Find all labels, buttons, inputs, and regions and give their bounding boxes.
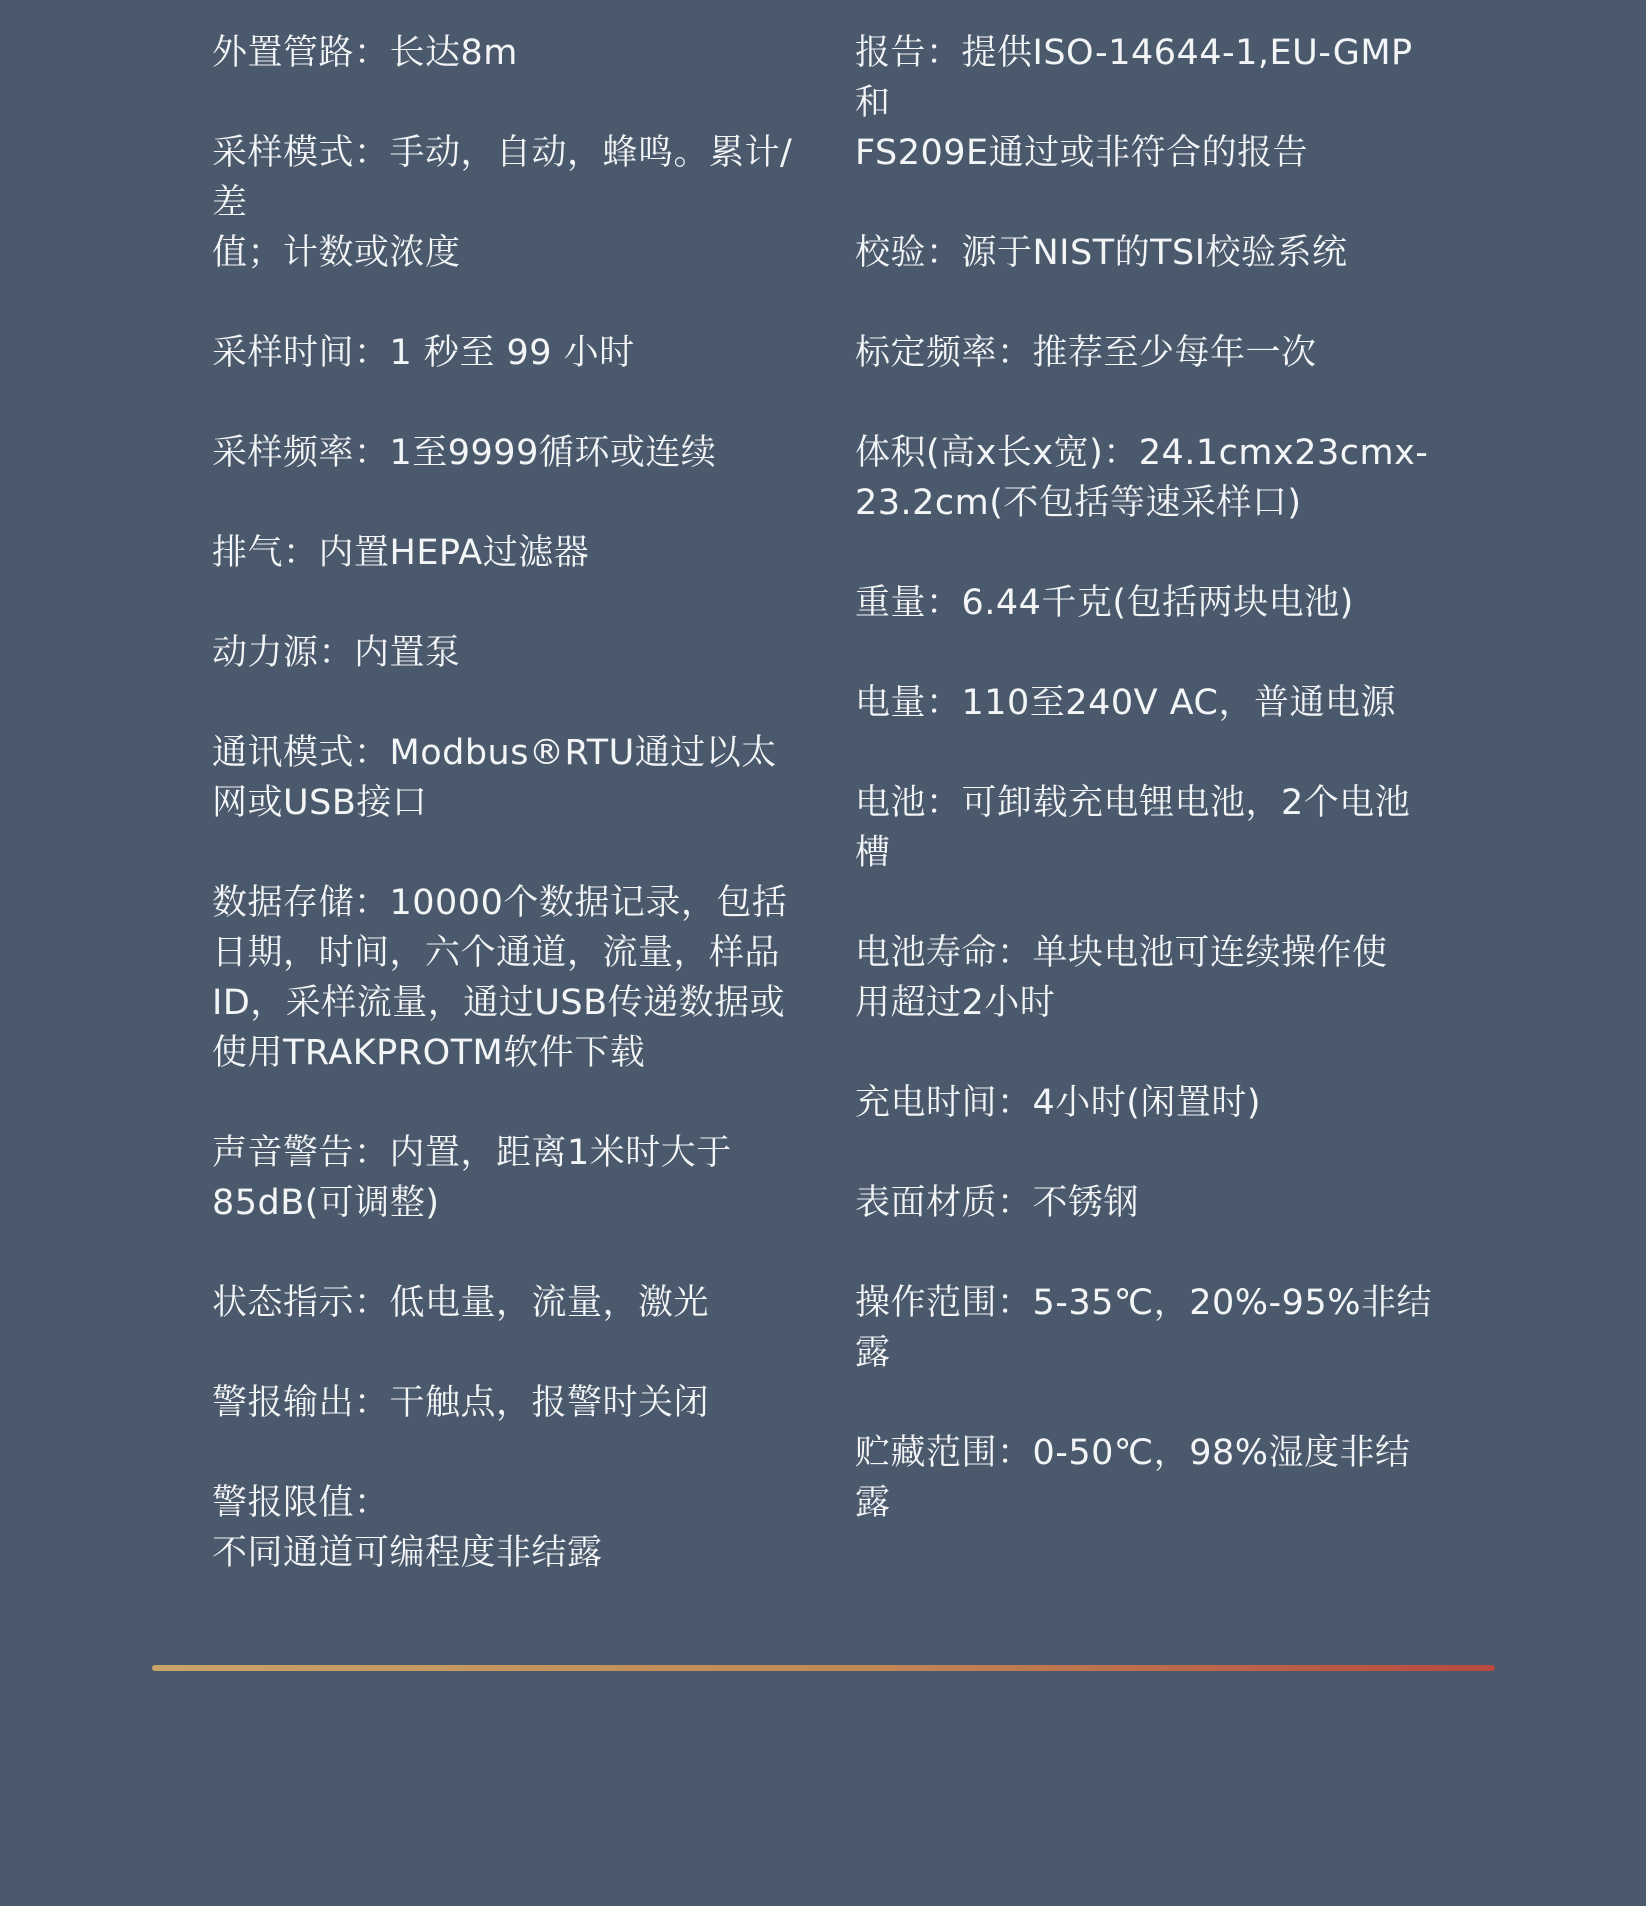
spec-battery: 电池：可卸载充电锂电池，2个电池 槽 <box>855 783 1411 873</box>
spec-dimensions: 体积(高x长x宽)：24.1cmx23cmx- 23.2cm(不包括等速采样口) <box>855 433 1429 523</box>
spec-alarm-limits: 警报限值： 不同通道可编程度非结露 <box>212 1483 603 1573</box>
gradient-divider <box>152 1665 1495 1671</box>
spec-surface-material: 表面材质：不锈钢 <box>855 1183 1140 1223</box>
spec-storage-range: 贮藏范围：0-50℃，98%湿度非结露 <box>855 1433 1411 1523</box>
spec-power: 电量：110至240V AC，普通电源 <box>855 683 1396 723</box>
spec-sampling-mode: 采样模式：手动，自动，蜂鸣。累计/差 值；计数或浓度 <box>212 133 793 273</box>
spec-calibration: 校验：源于NIST的TSI校验系统 <box>855 233 1348 273</box>
spec-power-source: 动力源：内置泵 <box>212 633 461 673</box>
spec-column-left <box>212 28 802 1628</box>
spec-status-indicators: 状态指示：低电量，流量，激光 <box>212 1283 710 1323</box>
spec-column-right <box>855 28 1445 1578</box>
spec-calibration-frequency: 标定频率：推荐至少每年一次 <box>855 333 1317 373</box>
spec-charge-time: 充电时间：4小时(闲置时) <box>855 1083 1262 1123</box>
spec-weight: 重量：6.44千克(包括两块电池) <box>855 583 1354 623</box>
spec-sampling-time: 采样时间：1 秒至 99 小时 <box>212 333 635 373</box>
spec-alarm-output: 警报输出：干触点，报警时关闭 <box>212 1383 710 1423</box>
spec-audible-alarm: 声音警告：内置，距离1米时大于 85dB(可调整) <box>212 1133 732 1223</box>
spec-communication-mode: 通讯模式：Modbus®RTU通过以太 网或USB接口 <box>212 733 777 823</box>
spec-data-storage: 数据存储：10000个数据记录，包括 日期，时间，六个通道，流量，样品 ID，采样流量，通过USB传递数据或 使用TRAKPROTM软件下载 <box>212 883 788 1073</box>
spec-operating-range: 操作范围：5-35℃，20%-95%非结露 <box>855 1283 1432 1373</box>
spec-reports: 报告：提供ISO-14644-1,EU-GMP和 FS209E通过或非符合的报告 <box>855 33 1413 173</box>
spec-external-tubing: 外置管路：长达8m <box>212 33 518 73</box>
spec-sampling-frequency: 采样频率：1至9999循环或连续 <box>212 433 717 473</box>
spec-exhaust: 排气：内置HEPA过滤器 <box>212 533 590 573</box>
spec-battery-life: 电池寿命：单块电池可连续操作使 用超过2小时 <box>855 933 1388 1023</box>
